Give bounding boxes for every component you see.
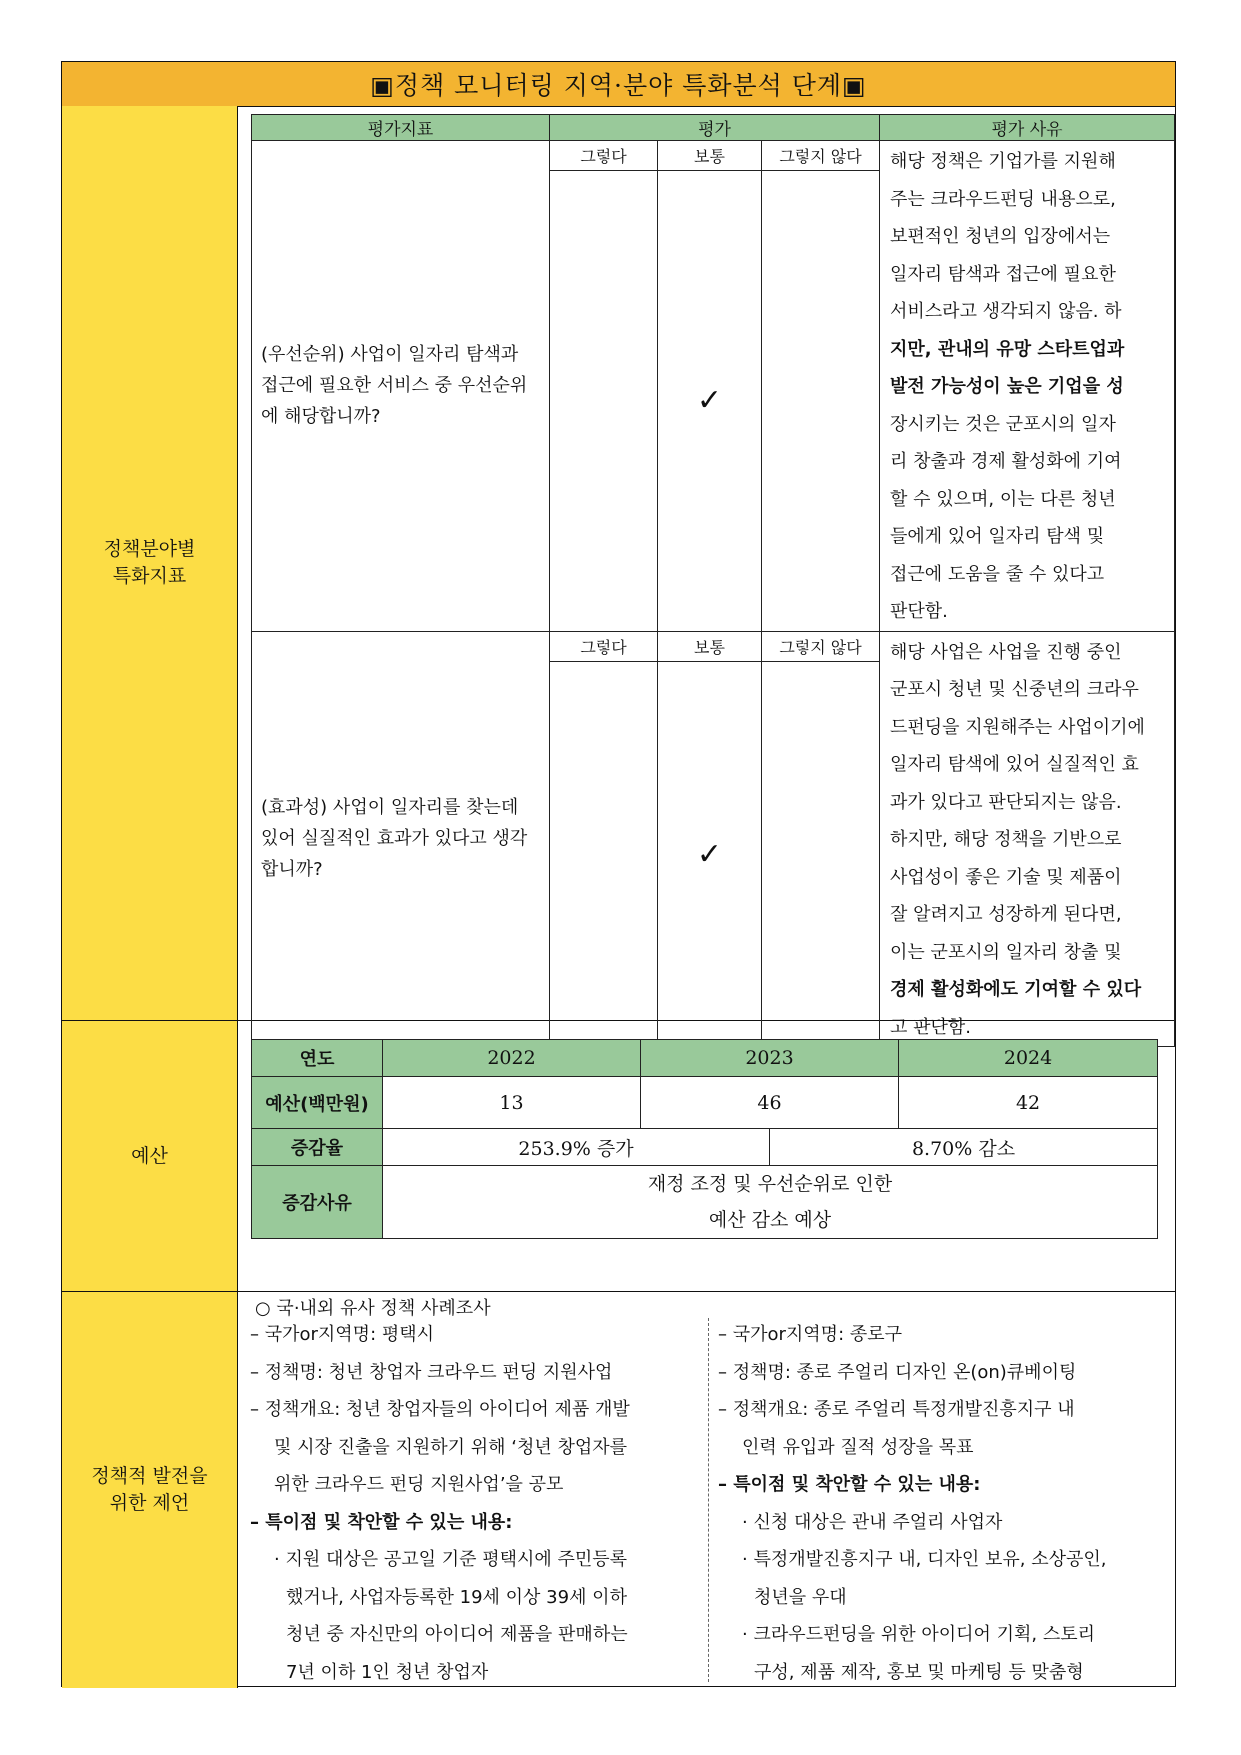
budget-2024: 42 (899, 1077, 1158, 1129)
reason-line: 들에게 있어 일자리 탐색 및 (890, 526, 1105, 547)
case-line: · 지원 대상은 공고일 기준 평택시에 주민등록 (274, 1549, 628, 1570)
option-no: 그렇지 않다 (762, 631, 880, 662)
case-line: – 특이점 및 착안할 수 있는 내용: (718, 1474, 981, 1495)
budget-section-content (238, 1021, 1175, 1292)
column-divider (708, 1318, 709, 1682)
reason-line: 하지만, 해당 정책을 기반으로 (890, 829, 1122, 850)
option-neutral: 보통 (658, 141, 762, 171)
reason-line: 과가 있다고 판단되지는 않음. (890, 791, 1122, 813)
year-2023: 2023 (641, 1040, 899, 1077)
cell-yes (550, 662, 658, 1047)
option-yes: 그렇다 (550, 141, 658, 171)
year-label: 연도 (252, 1040, 383, 1077)
header-indicator: 평가지표 (252, 115, 550, 141)
reason-line: 판단함. (890, 601, 948, 622)
case-line: 청년 중 자신만의 아이디어 제품을 판매하는 (286, 1624, 628, 1645)
proposal-label-line1: 정책적 발전을 (91, 1465, 208, 1487)
option-yes: 그렇다 (550, 631, 658, 662)
rate-label: 증감율 (252, 1129, 383, 1166)
reason-line: 경제 활성화에도 기여할 수 있다 (890, 979, 1142, 1000)
budget-2023: 46 (641, 1077, 899, 1129)
indicators-section-content (238, 106, 1175, 1038)
case-line: – 정책개요: 종로 주얼리 특정개발진흥지구 내 (718, 1399, 1075, 1420)
case-line: · 특정개발진흥지구 내, 디자인 보유, 소상공인, (742, 1549, 1107, 1570)
year-2022: 2022 (383, 1040, 641, 1077)
reason-effectiveness (880, 631, 1175, 1047)
check-mark-icon: ✓ (658, 662, 762, 1047)
change-reason-label: 증감사유 (252, 1166, 383, 1239)
case-line: · 크라우드펀딩을 위한 아이디어 기획, 스토리 (742, 1624, 1096, 1645)
change-reason-line: 재정 조정 및 우선순위로 인한 (647, 1173, 893, 1195)
year-2024: 2024 (899, 1040, 1158, 1077)
case-line: 구성, 제품 제작, 홍보 및 마케팅 등 맞춤형 (754, 1661, 1084, 1683)
proposal-label-line2: 위한 제언 (109, 1492, 190, 1514)
indicators-section-label (62, 106, 238, 1021)
budget-amount-label: 예산(백만원) (252, 1077, 383, 1129)
case-line: – 국가or지역명: 종로구 (718, 1324, 903, 1345)
reason-line: 지만, 관내의 유망 스타트업과 (890, 338, 1125, 360)
proposal-section-label (62, 1292, 238, 1688)
case-line: 했거나, 사업자등록한 19세 이상 39세 이하 (286, 1586, 627, 1608)
reason-line: 일자리 탐색에 있어 실질적인 효 (890, 754, 1139, 775)
case-line: 위한 크라우드 펀딩 지원사업’을 공모 (274, 1474, 564, 1495)
reason-line: 할 수 있으며, 이는 다른 청년 (890, 488, 1116, 510)
reason-line: 보편적인 청년의 입장에서는 (890, 226, 1111, 247)
reason-line: 이는 군포시의 일자리 창출 및 (890, 941, 1122, 963)
rate-2024: 8.70% 감소 (770, 1129, 1158, 1166)
case-study-heading: ○ 국·내외 유사 정책 사례조사 (255, 1298, 491, 1319)
case-jongno (718, 1316, 1163, 1691)
document-frame (61, 61, 1176, 1687)
case-line: – 정책명: 종로 주얼리 디자인 온(on)큐베이팅 (718, 1361, 1077, 1383)
case-line: – 정책개요: 청년 창업자들의 아이디어 제품 개발 (250, 1399, 630, 1420)
option-neutral: 보통 (658, 631, 762, 662)
case-line: 및 시장 진출을 지원하기 위해 ‘청년 창업자를 (274, 1436, 628, 1458)
budget-2022: 13 (383, 1077, 641, 1129)
budget-table (251, 1039, 1158, 1239)
case-line: 인력 유입과 질적 성장을 목표 (742, 1436, 974, 1458)
case-line: – 정책명: 청년 창업자 크라우드 펀딩 지원사업 (250, 1361, 613, 1383)
reason-line: 리 창출과 경제 활성화에 기여 (890, 451, 1122, 472)
check-mark-icon: ✓ (658, 171, 762, 631)
question-priority: (우선순위) 사업이 일자리 탐색과 접근에 필요한 서비스 중 우선순위에 해당합니까? (252, 141, 550, 632)
page-title: ▣정책 모니터링 지역·분야 특화분석 단계▣ (62, 62, 1175, 107)
budget-section-label: 예산 (62, 1021, 238, 1292)
cell-yes (550, 171, 658, 631)
question-effectiveness: (효과성) 사업이 일자리를 찾는데 있어 실질적인 효과가 있다고 생각합니까? (252, 631, 550, 1047)
case-line: – 특이점 및 착안할 수 있는 내용: (250, 1511, 513, 1533)
reason-line: 드펀딩을 지원해주는 사업이기에 (890, 716, 1145, 738)
reason-line: 군포시 청년 및 신중년의 크라우 (890, 679, 1139, 700)
case-line: – 국가or지역명: 평택시 (250, 1324, 435, 1345)
case-line: 청년을 우대 (754, 1586, 847, 1608)
header-reason: 평가 사유 (880, 115, 1175, 141)
evaluation-table (251, 114, 1175, 1047)
reason-line: 서비스라고 생각되지 않음. 하 (890, 301, 1122, 322)
reason-line: 일자리 탐색과 접근에 필요한 (890, 263, 1116, 285)
rate-2023: 253.9% 증가 (383, 1129, 770, 1166)
case-line: 7년 이하 1인 청년 창업자 (286, 1661, 489, 1683)
reason-line: 잘 알려지고 성장하게 된다면, (890, 904, 1122, 925)
reason-line: 해당 정책은 기업가를 지원해 (890, 151, 1116, 172)
reason-line: 사업성이 좋은 기술 및 제품이 (890, 866, 1122, 888)
change-reason-line: 예산 감소 예상 (708, 1209, 832, 1231)
proposal-section-content (238, 1292, 1175, 1688)
reason-line: 발전 가능성이 높은 기업을 성 (890, 376, 1124, 397)
reason-line: 장시키는 것은 군포시의 일자 (890, 413, 1116, 435)
header-evaluation: 평가 (550, 115, 880, 141)
case-line: · 신청 대상은 관내 주얼리 사업자 (742, 1511, 1003, 1533)
reason-line: 접근에 도움을 줄 수 있다고 (890, 563, 1105, 585)
option-no: 그렇지 않다 (762, 141, 880, 171)
indicators-label-line1: 정책분야별 (103, 538, 196, 560)
cell-no (762, 171, 880, 631)
reason-line: 고 판단함. (890, 1016, 972, 1038)
reason-line: 해당 사업은 사업을 진행 중인 (890, 641, 1122, 663)
reason-priority (880, 141, 1175, 632)
indicators-label-line2: 특화지표 (112, 565, 187, 587)
reason-line: 주는 크라우드펀딩 내용으로, (890, 188, 1116, 210)
cell-no (762, 662, 880, 1047)
change-reason-text (383, 1166, 1158, 1239)
case-pyeongtaek (250, 1316, 698, 1691)
